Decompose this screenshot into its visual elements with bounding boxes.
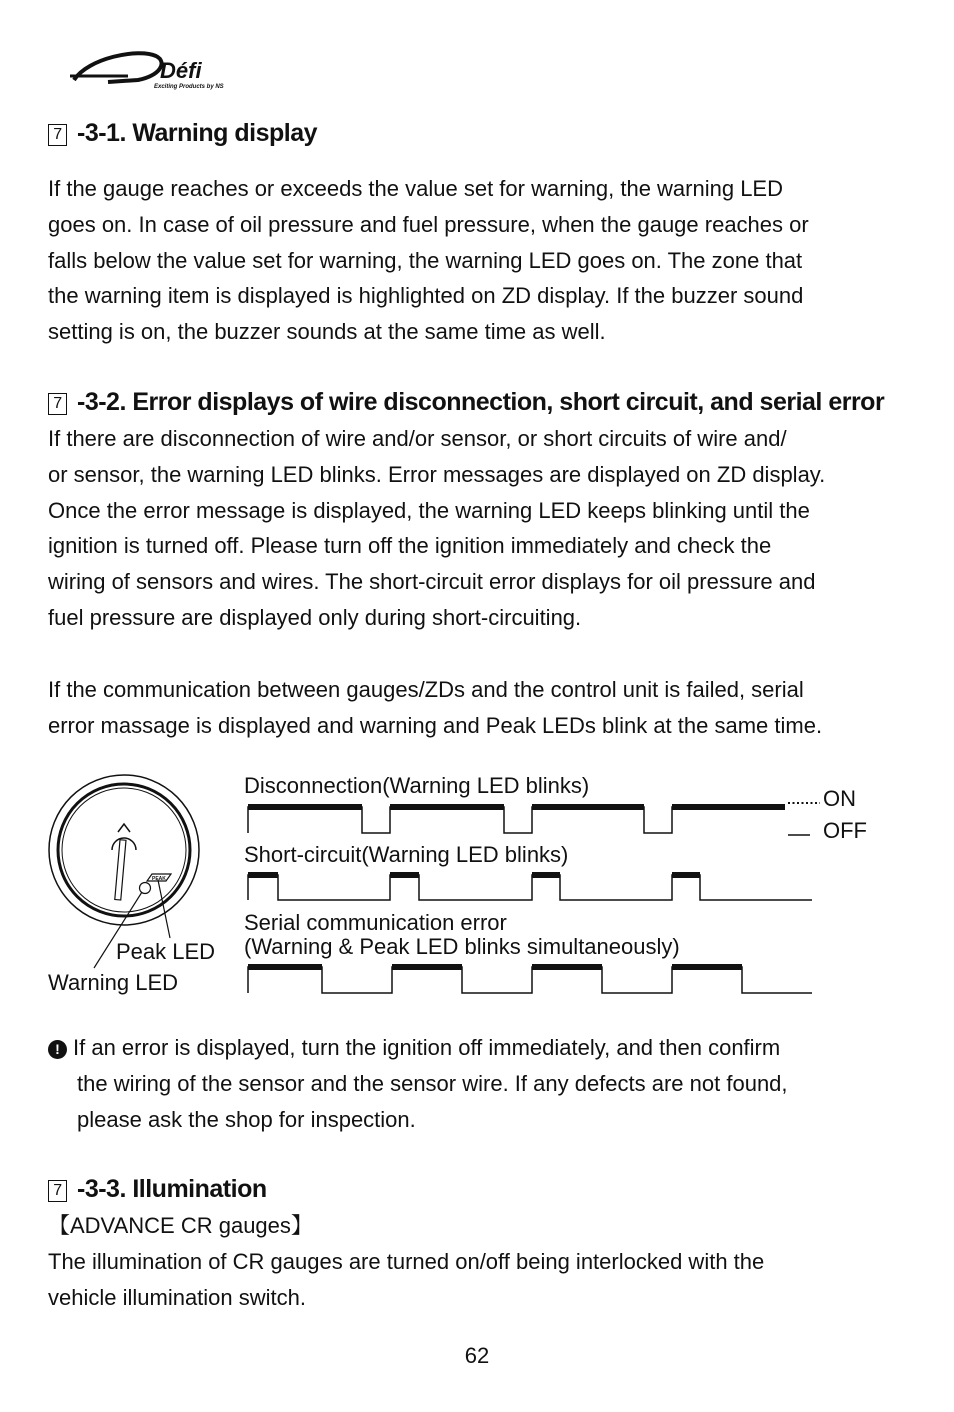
- peak-badge-label: PEAK: [152, 876, 166, 882]
- page-number: 62: [464, 1343, 490, 1368]
- warning-led-label: Warning LED: [48, 970, 179, 995]
- defi-logo: [68, 46, 268, 90]
- error-note: ! If an error is displayed, turn the ignition off immediately, and then confirm the wiring of the sensor and the sensor wire. If any defects are not found, please ask the shop for inspection.: [48, 1030, 898, 1137]
- signal-label-serial: Serial communication error: [244, 910, 507, 935]
- signal-label-disconnection: Disconnection(Warning LED blinks): [244, 773, 590, 798]
- waveform-short-circuit: [248, 872, 812, 900]
- section-number: 7: [48, 124, 67, 146]
- illumination-paragraph: 【ADVANCE CR gauges】 The illumination of CR gauges are turned on/off being interlocked with the vehicle illumination switch.: [48, 1208, 898, 1315]
- logo-text: Défi: [160, 58, 202, 83]
- exclamation-icon: !: [48, 1040, 67, 1059]
- legend-lines: [788, 803, 820, 835]
- section-heading-warning-display: 7 -3-1. Warning display: [48, 119, 317, 148]
- legend-on-label: ON: [823, 786, 856, 811]
- signal-label-short-circuit: Short-circuit(Warning LED blinks): [244, 842, 569, 867]
- logo-tagline: Exciting Products by NS: [154, 84, 224, 90]
- serial-error-paragraph: If the communication between gauges/ZDs and the control unit is failed, serial error massage is displayed and warning and Peak LEDs blink at the same time.: [48, 677, 823, 738]
- legend-off-label: OFF: [823, 818, 867, 843]
- illumination-subtitle: 【ADVANCE CR gauges】: [48, 1213, 313, 1238]
- section-number: 7: [48, 393, 67, 415]
- warning-led: [140, 883, 151, 894]
- timing-diagram: [240, 795, 840, 1005]
- peak-led-label: Peak LED: [116, 939, 216, 964]
- warning-display-paragraph: If the gauge reaches or exceeds the value set for warning, the warning LED goes on. In case of oil pressure and fuel pressure, when the gauge reaches or falls below the value set for warning, the warning LED goes on. The zone that the warning item is displayed is highlighted on ZD display. If the buzzer sound setting is on, the buzzer sounds at the same time as well.: [48, 176, 809, 345]
- signal-label-serial-detail: (Warning & Peak LED blinks simultaneously): [244, 934, 680, 959]
- error-displays-paragraph: If there are disconnection of wire and/or sensor, or short circuits of wire and/ or sensor, the warning LED blinks. Error messages are displayed on ZD display. Once the error message is displayed, the warning LED keeps blinking until the ignition is turned off. Please turn off the ignition immediately and check the wiring of sensors and wires. The short-circuit error displays for oil pressure and fuel pressure are displayed only during short-circuiting.: [48, 426, 826, 630]
- waveform-serial-error: [248, 964, 812, 993]
- section-heading-illumination: 7 -3-3. Illumination: [48, 1175, 267, 1204]
- section-number: 7: [48, 1180, 67, 1202]
- section-heading-error-displays: 7 -3-2. Error displays of wire disconnection, short circuit, and serial error: [48, 388, 884, 417]
- waveform-disconnection: [248, 804, 785, 833]
